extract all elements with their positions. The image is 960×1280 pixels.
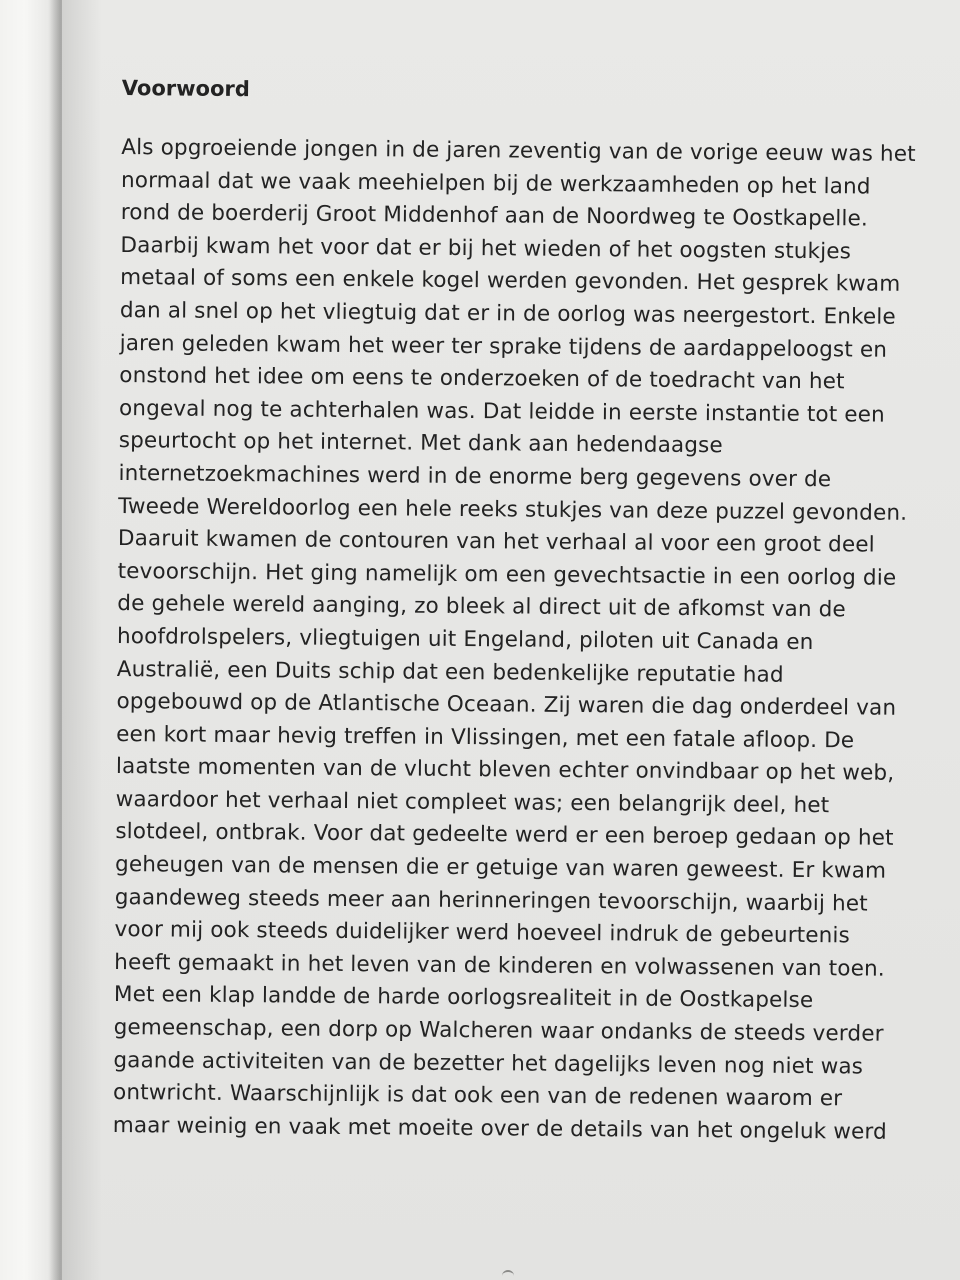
text-line: onstond het idee om eens te onderzoeken of de toedracht van het — [119, 363, 845, 395]
text-line: slotdeel, ontbrak. Voor dat gedeelte werd er een beroep gedaan op het — [115, 819, 894, 852]
text-line: gaande activiteiten van de bezetter het dagelijks leven nog niet was — [113, 1047, 864, 1080]
text-line: jaren geleden kwam het weer ter sprake tijdens de aardappeloogst en — [119, 330, 888, 363]
text-line: de gehele wereld aanging, zo bleek al direct uit de afkomst van de — [117, 591, 846, 623]
text-line: geheugen van de mensen die er getuige van waren geweest. Er kwam — [114, 852, 887, 884]
page-number-fragment — [502, 1270, 514, 1280]
text-line: maar weinig en vaak met moeite over de details van het ongeluk werd — [112, 1112, 887, 1145]
text-line: rond de boerderij Groot Middenhof aan de Noordweg te Oostkapelle. — [120, 200, 869, 232]
text-line: Daarbij kwam het voor dat er bij het wieden of het oogsten stukjes — [120, 232, 852, 265]
text-line: normaal dat we vaak meehielpen bij de werkzaamheden op het land — [120, 167, 871, 200]
page-shadow — [62, 0, 102, 1280]
text-line: laatste momenten van de vlucht bleven echter onvindbaar op het web, — [115, 754, 895, 787]
text-line: een kort maar hevig treffen in Vlissingen, met een fatale afloop. De — [116, 721, 855, 754]
text-line: Tweede Wereldoorlog een hele reeks stukjes van deze puzzel gevonden. — [118, 493, 908, 526]
text-line: waardoor het verhaal niet compleet was; een belangrijk deel, het — [115, 786, 830, 819]
text-line: ontwricht. Waarschijnlijk is dat ook een van de redenen waarom er — [112, 1080, 843, 1112]
text-line: Met een klap landde de harde oorlogsrealiteit in de Oostkapelse — [113, 982, 814, 1014]
text-line: voor mij ook steeds duidelijker werd hoeveel indruk de gebeurtenis — [114, 917, 851, 949]
text-line: Australië, een Duits schip dat een bedenkelijke reputatie had — [116, 656, 784, 688]
text-line: Als opgroeiende jongen in de jaren zeventig van de vorige eeuw was het — [121, 134, 916, 167]
text-line: hoofdrolspelers, vliegtuigen uit Engeland, piloten uit Canada en — [116, 623, 814, 655]
text-line: heeft gemaakt in het leven van de kinderen en volwassenen van toen. — [114, 949, 885, 982]
text-line: internetzoekmachines werd in de enorme berg gegevens over de — [118, 460, 832, 493]
text-line: dan al snel op het vliegtuig dat er in de oorlog was neergestort. Enkele — [119, 297, 896, 330]
text-line: Daaruit kwamen de contouren van het verhaal al voor een groot deel — [117, 526, 875, 558]
text-line: gemeenschap, een dorp op Walcheren waar ondanks de steeds verder — [113, 1014, 884, 1047]
text-line: speurtocht op het internet. Met dank aan hedendaagse — [118, 428, 723, 459]
page-content — [113, 72, 922, 1149]
text-line: ongeval nog te achterhalen was. Dat leidde in eerste instantie tot een — [118, 395, 885, 428]
body-text — [113, 132, 922, 1149]
text-line: gaandeweg steeds meer aan herinneringen tevoorschijn, waarbij het — [114, 884, 868, 917]
chapter-heading: Voorwoord — [121, 75, 250, 102]
text-line: opgebouwd op de Atlantische Oceaan. Zij waren die dag onderdeel van — [116, 689, 897, 721]
text-line: tevoorschijn. Het ging namelijk om een gevechtsactie in een oorlog die — [117, 558, 897, 591]
text-line: metaal of soms een enkele kogel werden gevonden. Het gesprek kwam — [120, 265, 901, 298]
